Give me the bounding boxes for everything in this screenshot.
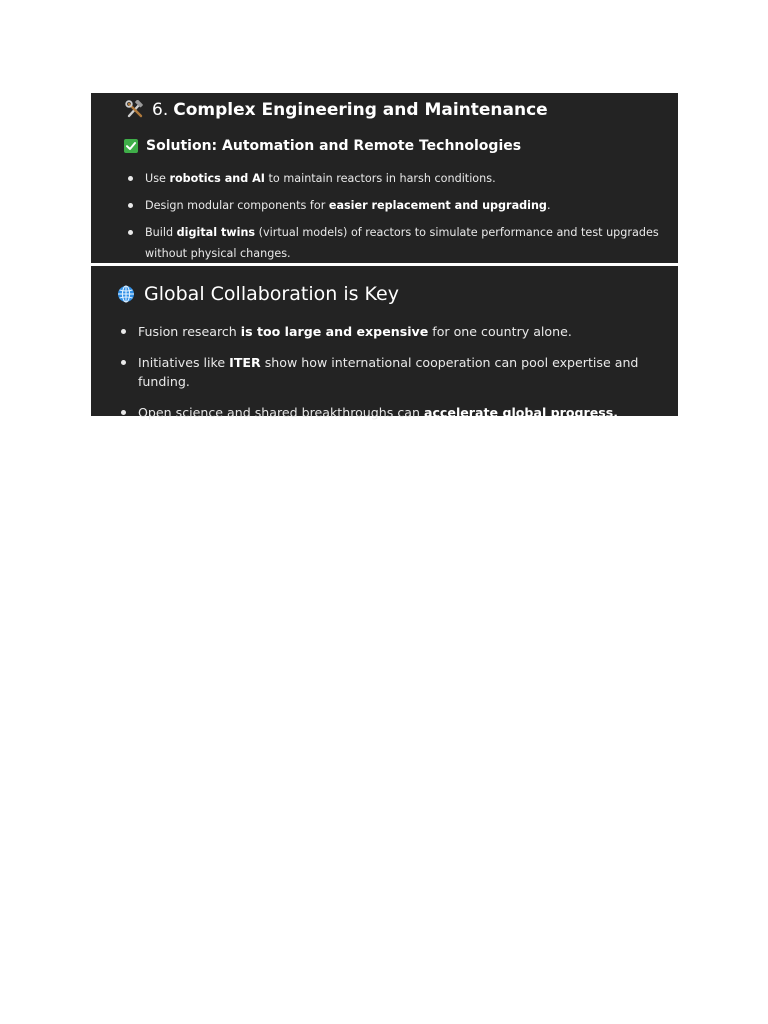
engineering-maintenance-panel [91, 93, 678, 263]
list-item: Fusion research is too large and expensive for one country alone. [118, 322, 668, 341]
solution-list [125, 168, 665, 270]
globe-with-meridians-icon [117, 285, 135, 303]
list-item: Design modular components for easier replacement and upgrading. [125, 195, 665, 216]
check-mark-button-icon [124, 139, 138, 153]
section-heading [125, 100, 548, 120]
collaboration-list [118, 322, 668, 434]
solution-heading-text: Solution: Automation and Remote Technologies [146, 138, 522, 154]
list-item: Open science and shared breakthroughs can accelerate global progress. [118, 403, 668, 422]
collaboration-heading [117, 283, 399, 305]
list-item: Initiatives like ITER show how international cooperation can pool expertise and funding. [118, 353, 668, 391]
list-item: Use robotics and AI to maintain reactors in harsh conditions. [125, 168, 665, 189]
collaboration-heading-text: Global Collaboration is Key [144, 283, 399, 305]
global-collaboration-panel [91, 266, 678, 420]
section-number: 6. [152, 100, 169, 120]
solution-heading [124, 138, 521, 154]
section-title: Complex Engineering and Maintenance [173, 100, 548, 120]
list-item: Build digital twins (virtual models) of reactors to simulate performance and test upgrades without physical changes. [125, 222, 665, 264]
hammer-and-wrench-icon [125, 100, 145, 120]
